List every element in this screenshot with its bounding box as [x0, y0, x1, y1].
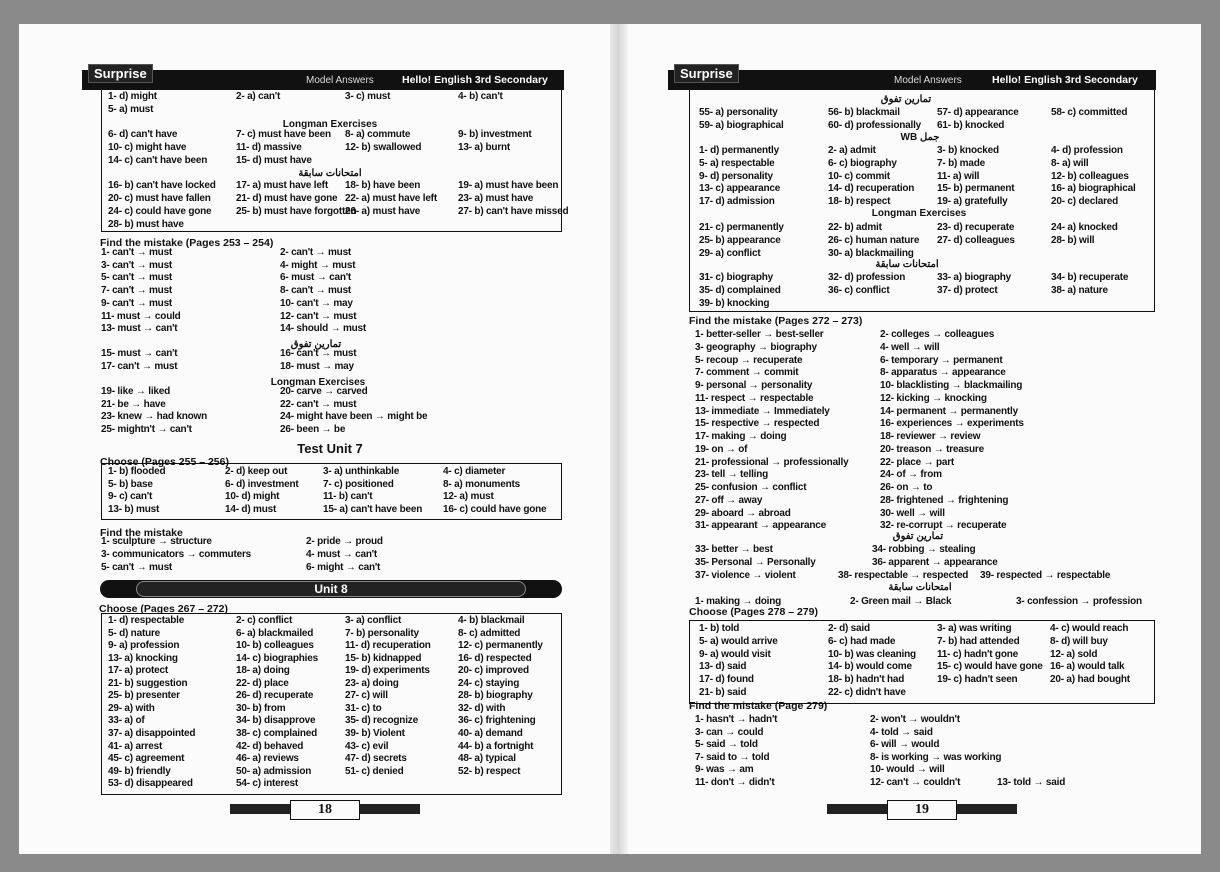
- arabic-label: امتحانات سابقة: [888, 582, 952, 593]
- answer-item: 7- b) made: [937, 157, 986, 169]
- answer-item: 20- a) had bought: [1050, 674, 1130, 686]
- answer-item: 3- a) was writing: [937, 623, 1012, 634]
- mistake-item: 2- Green mail → Black: [850, 596, 952, 607]
- answer-item: 5- a) must: [108, 104, 154, 115]
- answer-item: 3- c) must: [345, 91, 391, 102]
- answer-item: 36- c) conflict: [828, 284, 890, 296]
- mistake-item: 9- personal → personality: [695, 380, 813, 391]
- answer-item: 59- a) biographical: [699, 120, 784, 131]
- answer-item: 6- c) biography: [828, 157, 897, 169]
- answer-item: 37- a) disappointed: [108, 727, 196, 739]
- answer-item: 16- a) biographical: [1051, 183, 1136, 195]
- section-heading: Find the mistake (Pages 272 – 273): [689, 315, 863, 327]
- answer-item: 5- a) would arrive: [699, 635, 778, 647]
- mistake-item: 10- would → will: [870, 764, 945, 776]
- answer-item: 15- a) can't have been: [323, 503, 423, 515]
- mistake-item: 28- frightened → frightening: [880, 494, 1009, 506]
- answer-item: 22- b) admit: [828, 222, 882, 233]
- answer-item: 10- d) might: [225, 491, 280, 502]
- answer-item: 28- b) biography: [458, 690, 533, 702]
- mistake-item: 37- violence → violent: [695, 570, 796, 581]
- answer-item: 51- c) denied: [345, 765, 404, 777]
- answer-item: 18- b) hadn't had: [828, 674, 905, 686]
- answer-item: 21- b) said: [699, 687, 747, 698]
- mistake-item: 25- mightn't → can't: [101, 423, 192, 435]
- arabic-label: تمارين تفوق: [880, 94, 932, 105]
- answer-item: 21- c) permanently: [699, 222, 784, 233]
- answer-item: 12- b) swallowed: [345, 142, 422, 153]
- mistake-item: 31- appearant → appearance: [695, 520, 826, 532]
- answer-item: 8- c) admitted: [458, 627, 521, 639]
- answer-item: 23- d) recuperate: [937, 222, 1015, 233]
- mistake-item: 5- recoup → recuperate: [695, 354, 803, 366]
- answer-item: 1- d) permanently: [699, 145, 779, 156]
- mistake-item: 2- won't → wouldn't: [870, 714, 960, 725]
- section-heading: Choose (Pages 255 – 256): [100, 456, 229, 468]
- right-header: [668, 66, 1156, 90]
- mistake-item: 11- don't → didn't: [695, 777, 775, 788]
- answer-item: 34- b) recuperate: [1051, 272, 1129, 283]
- answer-item: 19- a) must have been: [458, 180, 559, 191]
- answer-item: 10- b) colleagues: [236, 640, 314, 652]
- mistake-item: 12- can't → couldn't: [870, 777, 961, 788]
- answer-item: 1- b) told: [699, 623, 740, 634]
- answer-item: 28- b) will: [1051, 234, 1095, 246]
- answer-item: 16- d) respected: [458, 652, 532, 664]
- answer-item: 46- a) reviews: [236, 753, 299, 765]
- answer-item: 56- b) blackmail: [828, 107, 900, 118]
- answer-item: 50- a) admission: [236, 765, 312, 777]
- unit-title: Unit 8: [136, 581, 526, 597]
- answer-item: 7- b) had attended: [937, 635, 1020, 647]
- section-heading: Find the mistake: [100, 527, 183, 539]
- answer-item: 53- d) disappeared: [108, 778, 193, 790]
- book-title: Hello! English 3rd Secondary: [402, 74, 548, 86]
- mistake-item: 19- on → of: [695, 443, 748, 455]
- mistake-item: 4- well → will: [880, 341, 940, 353]
- mistake-item: 14- permanent → permanently: [880, 405, 1018, 417]
- mistake-item: 1- sculpture → structure: [101, 536, 212, 547]
- answer-item: 6- d) can't have: [108, 129, 178, 140]
- mistake-item: 36- apparent → appearance: [872, 557, 998, 568]
- answer-item: 34- b) disapprove: [236, 715, 316, 727]
- page-number: 19: [887, 800, 957, 820]
- mistake-item: 29- aboard → abroad: [695, 507, 791, 519]
- answer-item: 5- a) respectable: [699, 157, 775, 169]
- answer-item: 14- d) must: [225, 503, 277, 515]
- book-title: Hello! English 3rd Secondary: [992, 74, 1138, 86]
- answer-item: 14- b) would come: [828, 661, 912, 673]
- answer-item: 18- a) doing: [236, 665, 290, 677]
- answer-item: 13- c) appearance: [699, 183, 781, 195]
- mistake-item: 6- will → would: [870, 739, 940, 751]
- answer-item: 12- a) sold: [1050, 648, 1098, 660]
- section-heading: Choose (Pages 267 – 272): [99, 603, 228, 615]
- answer-item: 6- c) had made: [828, 635, 896, 647]
- answer-item: 12- b) colleagues: [1051, 170, 1129, 182]
- mistake-item: 25- confusion → conflict: [695, 482, 807, 493]
- mistake-item: 7- comment → commit: [695, 367, 799, 379]
- answer-item: 3- b) knocked: [937, 145, 999, 156]
- answer-item: 2- c) conflict: [236, 615, 293, 626]
- mistake-item: 30- well → will: [880, 507, 945, 519]
- answer-item: 4- b) can't: [458, 91, 503, 102]
- answer-item: 15- d) must have: [236, 155, 312, 166]
- answer-item: 25- b) must have forgotten: [236, 206, 357, 217]
- section-heading: Find the mistake (Page 279): [689, 700, 828, 712]
- answer-item: 4- c) diameter: [443, 466, 506, 477]
- test-title: Test Unit 7: [297, 441, 363, 456]
- answer-item: 7- c) positioned: [323, 478, 394, 490]
- mistake-item: 13- immediate → Immediately: [695, 405, 830, 417]
- answer-item: 52- b) respect: [458, 765, 521, 777]
- section-heading: Find the mistake (Pages 253 – 254): [100, 237, 274, 249]
- answer-item: 20- c) must have fallen: [108, 193, 211, 204]
- mistake-item: 21- be → have: [101, 398, 166, 410]
- answer-item: 12- c) permanently: [458, 640, 543, 652]
- answer-item: 6- d) investment: [225, 478, 299, 490]
- answer-item: 32- d) profession: [828, 272, 906, 283]
- answer-item: 25- b) appearance: [699, 234, 781, 246]
- arabic-label: تمارين تفوق: [892, 531, 944, 542]
- answer-item: 5- b) base: [108, 478, 153, 490]
- answer-item: 40- a) demand: [458, 727, 523, 739]
- answer-item: 15- c) would have gone: [937, 661, 1043, 673]
- mistake-item: 20- treason → treasure: [880, 443, 984, 455]
- answer-item: 35- d) recognize: [345, 715, 418, 727]
- mistake-item: 18- must → may: [280, 361, 354, 372]
- mistake-item: 8- apparatus → appearance: [880, 367, 1006, 379]
- answer-item: 21- d) must have gone: [236, 193, 338, 204]
- answer-item: 8- d) will buy: [1050, 635, 1108, 647]
- mistake-item: 20- carve → carved: [280, 386, 368, 397]
- answer-item: 38- a) nature: [1051, 284, 1108, 296]
- left-footer: [230, 800, 420, 820]
- mistake-item: 5- said → told: [695, 739, 758, 751]
- answer-item: 16- c) could have gone: [443, 503, 547, 515]
- mistake-item: 2- pride → proud: [306, 536, 383, 547]
- mistake-item: 13- told → said: [997, 777, 1066, 788]
- mistake-item: 27- off → away: [695, 494, 763, 506]
- mistake-item: 5- can't → must: [101, 561, 173, 573]
- mistake-item: 6- temporary → permanent: [880, 354, 1003, 366]
- answer-item: 16- a) would talk: [1050, 661, 1125, 673]
- answer-item: 22- c) didn't have: [828, 687, 906, 698]
- wb-label: WB جمل: [900, 132, 940, 143]
- answer-item: 4- c) would reach: [1050, 623, 1129, 634]
- answer-item: 27- c) will: [345, 690, 388, 702]
- mistake-item: 34- robbing → stealing: [872, 544, 976, 555]
- mistake-item: 1- hasn't → hadn't: [695, 714, 778, 725]
- mistake-item: 9- can't → must: [101, 297, 173, 309]
- answer-item: 20- c) declared: [1051, 196, 1119, 208]
- answer-item: 19- a) gratefully: [937, 196, 1008, 208]
- mistake-item: 11- respect → respectable: [695, 392, 814, 404]
- answer-item: 3- a) unthinkable: [323, 466, 400, 477]
- answer-item: 28- b) must have: [108, 219, 184, 230]
- answer-item: 11- b) can't: [323, 491, 373, 502]
- mistake-item: 8- is working → was working: [870, 751, 1002, 763]
- mistake-item: 6- must → can't: [280, 272, 352, 284]
- answer-item: 11- d) recuperation: [345, 640, 431, 652]
- mistake-item: 12- can't → must: [280, 310, 357, 322]
- mistake-item: 1- can't → must: [101, 247, 173, 258]
- answer-item: 9- d) personality: [699, 170, 773, 182]
- answer-item: 39- b) Violent: [345, 727, 405, 739]
- mistake-item: 16- can't → must: [280, 348, 357, 359]
- mistake-item: 4- must → can't: [306, 548, 378, 560]
- mistake-item: 17- making → doing: [695, 431, 787, 442]
- answer-item: 13- d) said: [699, 661, 747, 673]
- mistake-item: 11- must → could: [101, 310, 181, 322]
- answer-item: 27- d) colleagues: [937, 234, 1015, 246]
- answer-item: 24- c) could have gone: [108, 206, 212, 217]
- mistake-item: 5- can't → must: [101, 272, 173, 284]
- answer-item: 4- d) profession: [1051, 145, 1123, 156]
- unit-banner: [100, 580, 562, 598]
- mistake-item: 22- can't → must: [280, 398, 357, 410]
- answer-item: 18- b) have been: [345, 180, 421, 191]
- arabic-label: امتحانات سابقة: [298, 168, 362, 179]
- mistake-item: 3- communicators → commuters: [101, 548, 251, 560]
- answer-item: 14- d) recuperation: [828, 183, 915, 195]
- answer-item: 61- b) knocked: [937, 120, 1005, 131]
- model-answers-label: Model Answers: [894, 74, 962, 86]
- answer-item: 29- a) conflict: [699, 247, 761, 259]
- answer-item: 33- a) biography: [937, 272, 1012, 283]
- mistake-item: 4- told → said: [870, 726, 933, 738]
- mistake-item: 3- geography → biography: [695, 341, 817, 353]
- section-heading: Choose (Pages 278 – 279): [689, 606, 818, 618]
- answer-item: 47- d) secrets: [345, 753, 407, 765]
- answer-item: 42- d) behaved: [236, 740, 304, 752]
- mistake-item: 10- can't → may: [280, 297, 353, 309]
- answer-item: 26- a) must have: [345, 206, 421, 217]
- answer-item: 7- b) personality: [345, 627, 419, 639]
- answer-item: 11- d) massive: [236, 142, 302, 153]
- answer-item: 17- d) admission: [699, 196, 775, 208]
- answer-item: 8- a) will: [1051, 157, 1089, 169]
- mistake-item: 10- blacklisting → blackmailing: [880, 380, 1023, 391]
- answer-item: 48- a) typical: [458, 753, 516, 765]
- answer-item: 1- d) respectable: [108, 615, 185, 626]
- section-label: Longman Exercises: [871, 208, 967, 219]
- answer-item: 24- c) staying: [458, 677, 520, 689]
- answer-item: 23- a) doing: [345, 677, 399, 689]
- answer-item: 25- b) presenter: [108, 690, 180, 702]
- section-label: Longman Exercises: [282, 119, 378, 130]
- answer-item: 14- c) can't have been: [108, 155, 208, 166]
- answer-item: 10- c) commit: [828, 170, 890, 182]
- answer-item: 9- a) would visit: [699, 648, 771, 660]
- answer-item: 49- b) friendly: [108, 765, 171, 777]
- mistake-item: 19- like → liked: [101, 386, 171, 397]
- mistake-item: 23- knew → had known: [101, 411, 208, 423]
- answer-item: 18- b) respect: [828, 196, 891, 208]
- left-header: [82, 66, 564, 90]
- answer-item: 5- d) nature: [108, 627, 161, 639]
- mistake-item: 13- must → can't: [101, 323, 178, 335]
- answer-item: 31- c) to: [345, 702, 382, 714]
- answer-item: 8- a) commute: [345, 129, 411, 140]
- answer-item: 23- a) must have: [458, 193, 534, 204]
- answer-item: 30- b) from: [236, 702, 286, 714]
- mistake-item: 3- can't → must: [101, 259, 173, 271]
- mistake-item: 22- place → part: [880, 456, 955, 468]
- answer-item: 30- a) blackmailing: [828, 247, 914, 259]
- mistake-item: 39- respected → respectable: [980, 570, 1111, 581]
- mistake-item: 6- might → can't: [306, 561, 381, 573]
- answer-item: 41- a) arrest: [108, 740, 163, 752]
- answer-item: 22- a) must have left: [345, 193, 437, 204]
- mistake-item: 1- better-seller → best-seller: [695, 329, 824, 340]
- answer-item: 10- b) was cleaning: [828, 648, 916, 660]
- mistake-item: 24- might have been → might be: [280, 411, 428, 423]
- answer-item: 57- d) appearance: [937, 107, 1019, 118]
- answer-item: 15- b) kidnapped: [345, 652, 422, 664]
- answer-item: 17- d) found: [699, 674, 754, 686]
- answer-item: 58- c) committed: [1051, 107, 1128, 118]
- answer-item: 19- d) experiments: [345, 665, 430, 677]
- arabic-label: تمارين تفوق: [290, 339, 342, 350]
- answer-item: 13- a) burnt: [458, 142, 511, 153]
- answer-item: 19- c) hadn't seen: [937, 674, 1018, 686]
- answer-item: 38- c) complained: [236, 727, 318, 739]
- mistake-item: 7- can't → must: [101, 285, 173, 297]
- answer-item: 27- b) can't have missed: [458, 206, 569, 217]
- answer-item: 60- d) professionally: [828, 120, 922, 131]
- brand-logo: Surprise: [674, 64, 739, 83]
- mistake-item: 15- must → can't: [101, 348, 178, 359]
- mistake-item: 9- was → am: [695, 764, 754, 776]
- mistake-item: 12- kicking → knocking: [880, 392, 987, 404]
- answer-item: 20- c) improved: [458, 665, 529, 677]
- mistake-item: 2- can't → must: [280, 247, 352, 258]
- mistake-item: 14- should → must: [280, 323, 367, 335]
- book-gutter: [610, 24, 628, 854]
- mistake-item: 1- making → doing: [695, 596, 782, 607]
- arabic-label: امتحانات سابقة: [875, 259, 939, 270]
- mistake-item: 23- tell → telling: [695, 469, 769, 481]
- mistake-item: 2- colleges → colleagues: [880, 329, 995, 340]
- answer-item: 37- d) protect: [937, 284, 998, 296]
- answer-item: 9- a) profession: [108, 640, 180, 652]
- mistake-item: 38- respectable → respected: [838, 570, 969, 581]
- answer-item: 14- c) biographies: [236, 652, 318, 664]
- answer-item: 43- c) evil: [345, 740, 389, 752]
- answer-item: 8- a) monuments: [443, 478, 521, 490]
- answer-item: 9- c) can't: [108, 491, 153, 502]
- answer-item: 32- d) with: [458, 702, 506, 714]
- mistake-item: 24- of → from: [880, 469, 942, 481]
- answer-item: 33- a) of: [108, 715, 145, 727]
- mistake-item: 17- can't → must: [101, 361, 178, 372]
- mistake-item: 8- can't → must: [280, 285, 352, 297]
- answer-item: 17- a) must have left: [236, 180, 328, 191]
- answer-item: 39- b) knocking: [699, 297, 770, 309]
- answer-item: 55- a) personality: [699, 107, 778, 118]
- answer-item: 3- a) conflict: [345, 615, 402, 626]
- answer-item: 11- c) hadn't gone: [937, 648, 1019, 660]
- mistake-item: 15- respective → respected: [695, 418, 820, 430]
- brand-logo: Surprise: [88, 64, 153, 83]
- mistake-item: 16- experiences → experiments: [880, 418, 1024, 430]
- answer-item: 10- c) might have: [108, 142, 187, 153]
- answer-item: 6- a) blackmailed: [236, 627, 314, 639]
- answer-item: 45- c) agreement: [108, 753, 185, 765]
- mistake-item: 3- can → could: [695, 726, 764, 738]
- answer-item: 36- c) frightening: [458, 715, 536, 727]
- answer-item: 26- c) human nature: [828, 234, 920, 246]
- answer-item: 4- b) blackmail: [458, 615, 525, 626]
- answer-item: 13- b) must: [108, 503, 160, 515]
- answer-item: 13- a) knocking: [108, 652, 178, 664]
- answer-item: 9- b) investment: [458, 129, 532, 140]
- mistake-item: 33- better → best: [695, 544, 773, 555]
- answer-item: 44- b) a fortnight: [458, 740, 534, 752]
- mistake-item: 4- might → must: [280, 259, 356, 271]
- mistake-item: 7- said to → told: [695, 751, 770, 763]
- answer-item: 11- a) will: [937, 170, 980, 182]
- answer-item: 26- d) recuperate: [236, 690, 314, 702]
- answer-item: 54- c) interest: [236, 778, 299, 790]
- mistake-item: 21- professional → professionally: [695, 456, 849, 468]
- mistake-item: 18- reviewer → review: [880, 431, 981, 442]
- answer-item: 2- d) said: [828, 623, 870, 634]
- answer-item: 7- c) must have been: [236, 129, 331, 140]
- answer-item: 2- a) admit: [828, 145, 876, 156]
- right-footer: [827, 800, 1017, 820]
- answer-item: 2- a) can't: [236, 91, 281, 102]
- answer-item: 21- b) suggestion: [108, 677, 188, 689]
- answer-item: 15- b) permanent: [937, 183, 1015, 195]
- mistake-item: 3- confession → profession: [1016, 596, 1142, 607]
- answer-item: 1- d) might: [108, 91, 157, 102]
- answer-item: 29- a) with: [108, 702, 155, 714]
- answer-item: 12- a) must: [443, 491, 494, 502]
- answer-item: 2- d) keep out: [225, 466, 288, 477]
- answer-item: 17- a) protect: [108, 665, 168, 677]
- mistake-item: 35- Personal → Personally: [695, 557, 816, 568]
- answer-item: 16- b) can't have locked: [108, 180, 216, 191]
- answer-item: 1- b) flooded: [108, 466, 166, 477]
- answer-item: 31- c) biography: [699, 272, 774, 283]
- page-number: 18: [290, 800, 360, 820]
- mistake-item: 26- been → be: [280, 423, 346, 435]
- section-label: Longman Exercises: [270, 377, 366, 388]
- answer-item: 22- d) place: [236, 677, 289, 689]
- mistake-item: 26- on → to: [880, 482, 933, 493]
- answer-item: 35- d) complained: [699, 284, 781, 296]
- mistake-item: 32- re-corrupt → recuperate: [880, 520, 1007, 532]
- answer-item: 24- a) knocked: [1051, 222, 1118, 233]
- model-answers-label: Model Answers: [306, 74, 374, 86]
